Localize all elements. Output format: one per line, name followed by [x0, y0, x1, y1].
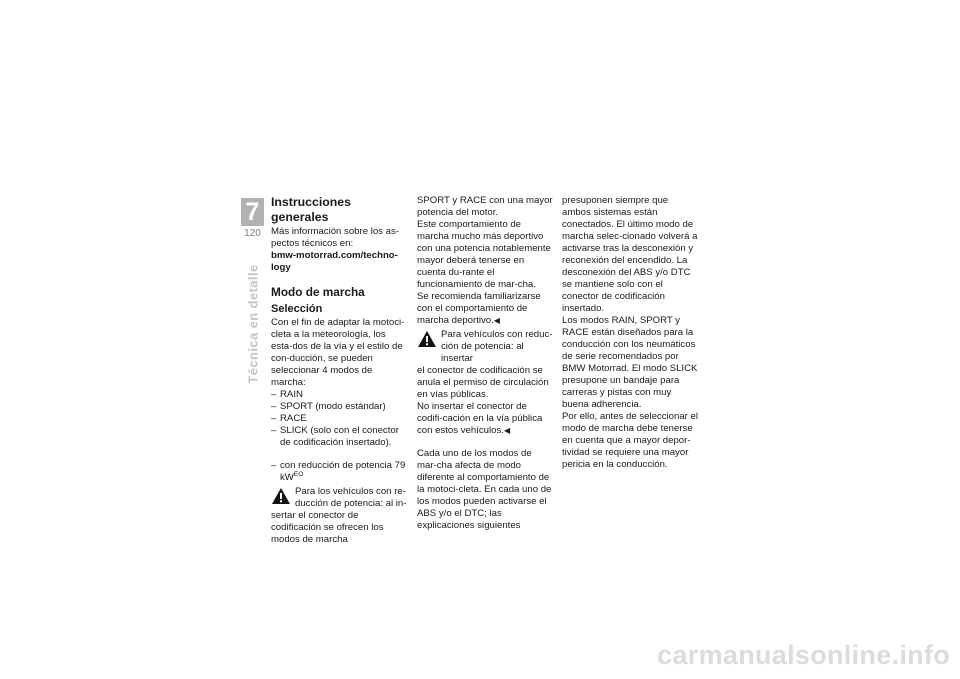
- spacer: [271, 449, 408, 460]
- column-1: [271, 195, 408, 546]
- mode-list: [271, 389, 408, 449]
- warning-text-cont: el conector de codificación se anula el permiso de circulación en vías públicas.: [417, 365, 549, 400]
- paragraph: SPORT y RACE con una mayor potencia del motor.: [417, 195, 553, 218]
- warning-block: [271, 486, 408, 546]
- paragraph: [417, 291, 554, 327]
- option-list: [271, 460, 408, 484]
- option-superscript: EO: [293, 470, 304, 478]
- paragraph: presuponen siempre que ambos sistemas están conectados. El último modo de marcha selec-cionado volverá a activarse tras la desconexión y reconexión del encendido. La desconexión del ABS y/o DTC se mantiene solo con el conector de codificación insertado.: [562, 195, 698, 314]
- list-item: – RAIN: [271, 389, 408, 401]
- subsection-title: Selección: [271, 303, 323, 315]
- paragraph: [417, 401, 554, 437]
- paragraph: Los modos RAIN, SPORT y RACE están diseñados para la conducción con los neumáticos de serie recomendados por BMW Motorrad. El modo SLICK presupone un bandaje para carreras y pistas con muy buena adherencia.: [562, 315, 698, 410]
- warning-text-cont: sertar el conector de codificación se ofrecen los modos de marcha: [271, 510, 384, 545]
- chapter-tab: [241, 198, 264, 242]
- chapter-number: 7: [245, 198, 260, 226]
- page-title: Instrucciones generales: [271, 195, 351, 224]
- paragraph: Por ello, antes de seleccionar el modo de marcha debe tenerse en cuenta que a mayor depor-tividad se requiere una mayor pericia en la conducción.: [562, 411, 698, 470]
- warning-icon: [271, 487, 291, 505]
- paragraph: Este comportamiento de marcha mucho más deportivo con una potencia notablemente mayor deberá tenerse en cuenta du-rante el funcionamiento de mar-cha.: [417, 219, 551, 290]
- option-text: con reducción de potencia 79 kW: [280, 460, 406, 483]
- list-item: – SLICK (solo con el conector de codificación insertado).: [271, 425, 408, 449]
- selection-text: Con el fin de adaptar la motoci-cleta a la meteorología, los esta-dos de la vía y el estilo de con-ducción, se pueden seleccionar 4 modos de marcha:: [271, 317, 405, 388]
- end-mark-icon: ◀: [503, 426, 511, 435]
- intro-text: Más información sobre los as-pectos técnicos en:: [271, 226, 399, 249]
- warning-text: Para vehículos con reduc-ción de potencia: al insertar: [441, 329, 553, 364]
- paragraph: Cada uno de los modos de mar-cha afecta de modo diferente al comportamiento de la motoci-cleta. En cada uno de los modos pueden activarse el ABS y/o el DTC; las explicaciones siguientes: [417, 448, 552, 531]
- option-item: [271, 460, 408, 484]
- column-3: [562, 195, 699, 471]
- paragraph-text: Se recomienda familiarizarse con el comportamiento de marcha deportivo.: [417, 291, 541, 326]
- end-mark-icon: ◀: [493, 316, 500, 325]
- side-title-text: Técnica en detalle: [245, 264, 261, 384]
- page-number: 120: [241, 226, 264, 242]
- column-2: [417, 195, 554, 532]
- techno-link[interactable]: bmw-motorrad.com/techno-logy: [271, 250, 398, 273]
- list-item: – SPORT (modo estándar): [271, 401, 408, 413]
- paragraph-text: No insertar el conector de codifi-cación en la vía pública con estos vehículos.: [417, 401, 543, 436]
- section-title: Modo de marcha: [271, 285, 365, 299]
- list-item: – RACE: [271, 413, 408, 425]
- warning-text: Para los vehículos con re-ducción de potencia: al in-: [295, 486, 407, 509]
- spacer: [417, 437, 554, 448]
- watermark: carmanualsonline.info: [657, 640, 950, 670]
- warning-block: [417, 329, 554, 401]
- warning-icon: [417, 330, 437, 348]
